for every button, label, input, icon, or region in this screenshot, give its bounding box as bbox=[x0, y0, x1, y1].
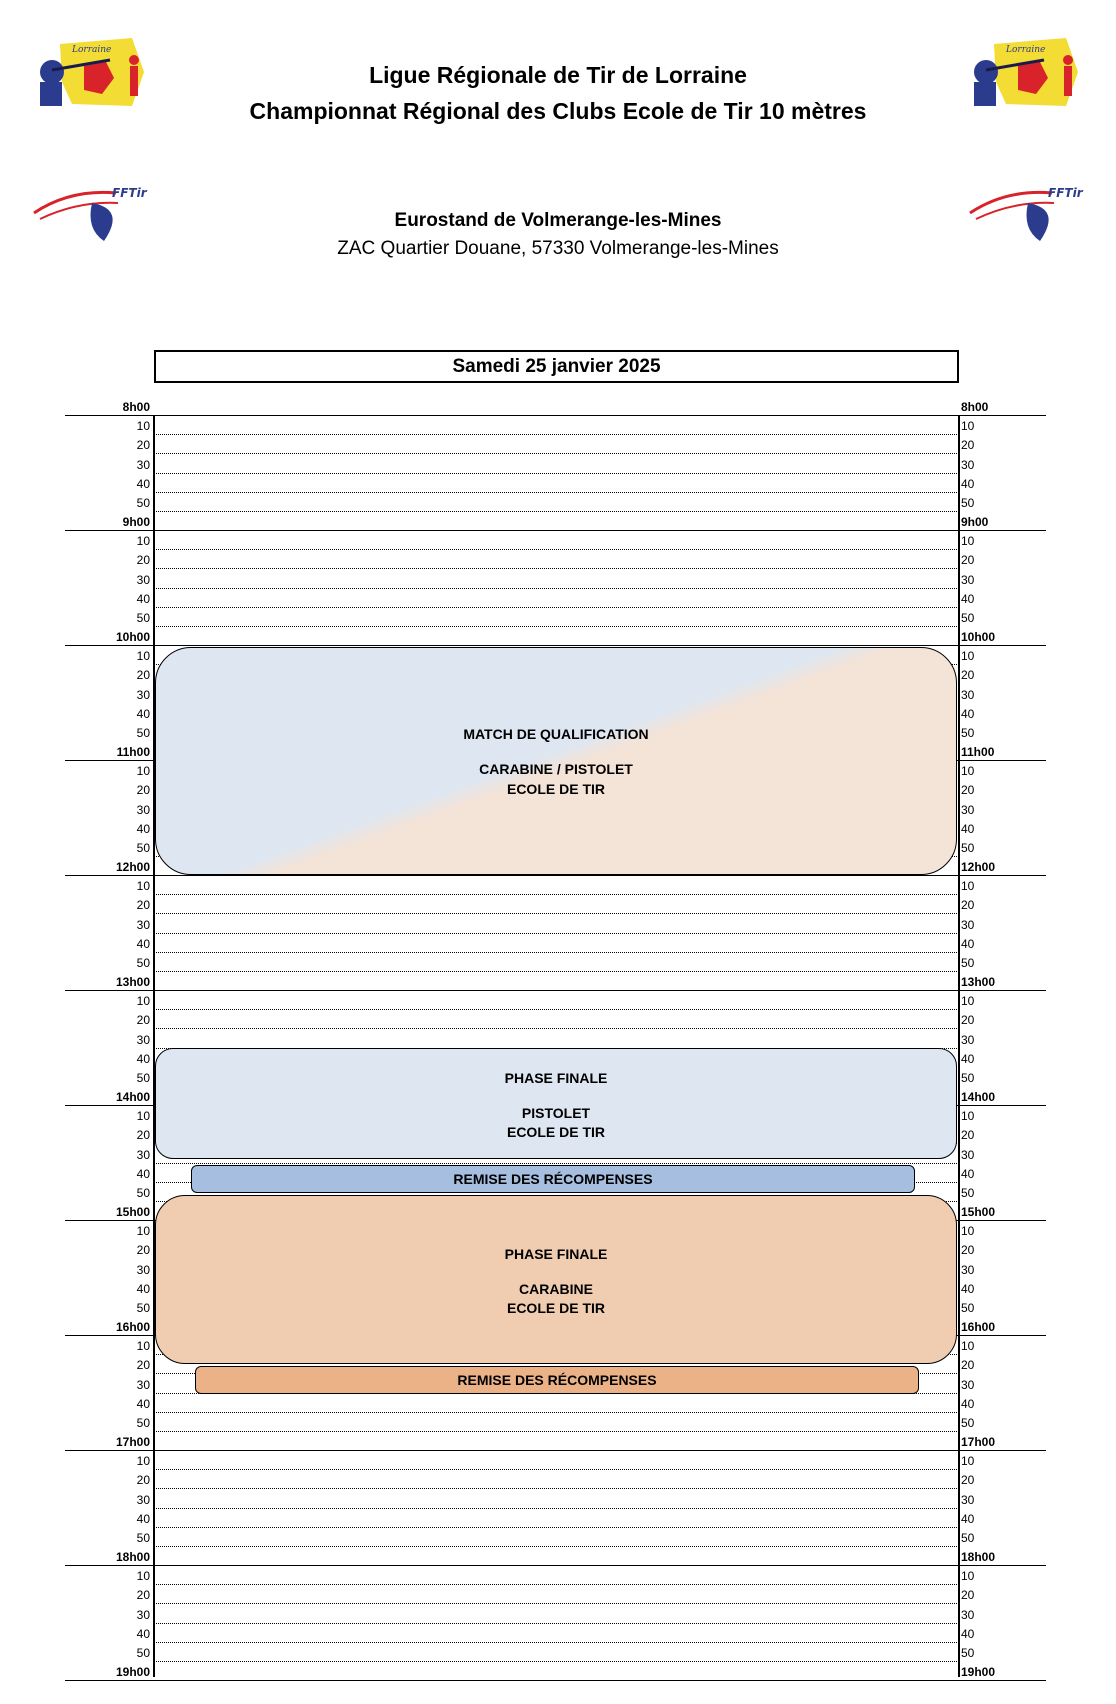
minute-label-right: 20 bbox=[961, 1013, 975, 1028]
minute-label-left: 30 bbox=[136, 1032, 150, 1047]
minute-label-right: 40 bbox=[961, 476, 975, 491]
minute-label-left: 30 bbox=[136, 457, 150, 472]
hour-label-right: 12h00 bbox=[961, 860, 996, 874]
minute-label-left: 20 bbox=[136, 898, 150, 913]
minute-label-right: 50 bbox=[961, 725, 975, 740]
minute-label-right: 50 bbox=[961, 1645, 975, 1660]
minute-label-left: 30 bbox=[136, 1377, 150, 1392]
minute-label-right: 10 bbox=[961, 1224, 975, 1239]
hour-label-right: 9h00 bbox=[961, 515, 989, 529]
event-discipline: CARABINE bbox=[519, 1281, 593, 1297]
minute-line bbox=[154, 1584, 959, 1585]
minute-label-left: 20 bbox=[136, 1013, 150, 1028]
minute-label-left: 40 bbox=[136, 821, 150, 836]
minute-label-left: 50 bbox=[136, 840, 150, 855]
minute-line bbox=[154, 473, 959, 474]
minute-line bbox=[154, 1009, 959, 1010]
minute-label-left: 40 bbox=[136, 1166, 150, 1181]
minute-label-right: 50 bbox=[961, 840, 975, 855]
minute-label-right: 20 bbox=[961, 1473, 975, 1488]
minute-label-right: 40 bbox=[961, 591, 975, 606]
minute-label-right: 20 bbox=[961, 553, 975, 568]
minute-label-right: 30 bbox=[961, 457, 975, 472]
minute-label-left: 50 bbox=[136, 610, 150, 625]
minute-line bbox=[154, 511, 959, 512]
minute-label-left: 40 bbox=[136, 1051, 150, 1066]
hour-line bbox=[65, 530, 1046, 531]
minute-label-left: 10 bbox=[136, 994, 150, 1009]
minute-label-right: 30 bbox=[961, 1032, 975, 1047]
event-category: ECOLE DE TIR bbox=[506, 1124, 605, 1140]
minute-label-right: 50 bbox=[961, 1185, 975, 1200]
event-title: MATCH DE QUALIFICATION bbox=[463, 726, 649, 742]
schedule-day-header: Samedi 25 janvier 2025 bbox=[154, 350, 959, 383]
minute-label-left: 50 bbox=[136, 1300, 150, 1315]
minute-line bbox=[154, 1469, 959, 1470]
minute-label-right: 40 bbox=[961, 706, 975, 721]
minute-label-left: 20 bbox=[136, 1473, 150, 1488]
minute-label-left: 40 bbox=[136, 591, 150, 606]
minute-line bbox=[154, 626, 959, 627]
page-title: Ligue Régionale de Tir de Lorraine bbox=[369, 62, 747, 88]
minute-label-right: 10 bbox=[961, 1109, 975, 1124]
minute-label-left: 50 bbox=[136, 1070, 150, 1085]
minute-label-left: 10 bbox=[136, 649, 150, 664]
minute-label-left: 20 bbox=[136, 553, 150, 568]
minute-label-left: 40 bbox=[136, 1626, 150, 1641]
minute-label-left: 30 bbox=[136, 1607, 150, 1622]
hour-line bbox=[65, 1680, 1046, 1681]
minute-label-left: 40 bbox=[136, 476, 150, 491]
minute-label-left: 10 bbox=[136, 1454, 150, 1469]
hour-label-left: 12h00 bbox=[115, 860, 150, 874]
minute-line bbox=[154, 1508, 959, 1509]
minute-label-right: 40 bbox=[961, 821, 975, 836]
minute-label-right: 40 bbox=[961, 1396, 975, 1411]
minute-label-right: 10 bbox=[961, 1339, 975, 1354]
minute-label-right: 10 bbox=[961, 1569, 975, 1584]
minute-line bbox=[154, 1623, 959, 1624]
minute-line bbox=[154, 1488, 959, 1489]
minute-label-left: 20 bbox=[136, 1588, 150, 1603]
event-awards-carabine: REMISE DES RÉCOMPENSES bbox=[195, 1366, 919, 1394]
minute-line bbox=[154, 492, 959, 493]
minute-label-right: 30 bbox=[961, 687, 975, 702]
minute-line bbox=[154, 1661, 959, 1662]
minute-label-right: 10 bbox=[961, 419, 975, 434]
minute-label-right: 10 bbox=[961, 994, 975, 1009]
minute-label-left: 20 bbox=[136, 668, 150, 683]
hour-label-right: 16h00 bbox=[961, 1320, 996, 1334]
minute-label-right: 30 bbox=[961, 802, 975, 817]
minute-label-left: 10 bbox=[136, 419, 150, 434]
page-subtitle: Championnat Régional des Clubs Ecole de Tir 10 mètres bbox=[249, 98, 867, 124]
hour-label-left: 19h00 bbox=[115, 1665, 150, 1679]
minute-label-left: 20 bbox=[136, 783, 150, 798]
hour-label-right: 17h00 bbox=[961, 1435, 996, 1449]
minute-label-left: 50 bbox=[136, 495, 150, 510]
minute-label-right: 10 bbox=[961, 1454, 975, 1469]
hour-label-right: 8h00 bbox=[961, 400, 989, 414]
minute-label-right: 30 bbox=[961, 1492, 975, 1507]
minute-line bbox=[154, 971, 959, 972]
minute-label-right: 20 bbox=[961, 898, 975, 913]
minute-label-left: 30 bbox=[136, 917, 150, 932]
hour-label-right: 15h00 bbox=[961, 1205, 996, 1219]
minute-label-right: 40 bbox=[961, 936, 975, 951]
minute-label-right: 20 bbox=[961, 1588, 975, 1603]
minute-label-left: 50 bbox=[136, 725, 150, 740]
hour-line bbox=[65, 990, 1046, 991]
hour-label-left: 11h00 bbox=[116, 745, 150, 759]
minute-line bbox=[154, 1163, 959, 1164]
minute-label-left: 40 bbox=[136, 1396, 150, 1411]
hour-label-left: 17h00 bbox=[115, 1435, 150, 1449]
minute-label-left: 40 bbox=[136, 1511, 150, 1526]
minute-label-left: 10 bbox=[136, 534, 150, 549]
minute-line bbox=[154, 1412, 959, 1413]
event-awards-pistolet: REMISE DES RÉCOMPENSES bbox=[191, 1165, 915, 1193]
event-final-carabine bbox=[155, 1195, 957, 1364]
minute-label-right: 50 bbox=[961, 955, 975, 970]
minute-label-left: 20 bbox=[136, 1358, 150, 1373]
hour-label-left: 9h00 bbox=[122, 515, 150, 529]
minute-line bbox=[154, 1028, 959, 1029]
hour-label-right: 14h00 bbox=[961, 1090, 996, 1104]
minute-label-right: 40 bbox=[961, 1281, 975, 1296]
minute-label-right: 10 bbox=[961, 649, 975, 664]
event-final-pistolet bbox=[155, 1048, 957, 1159]
minute-label-left: 30 bbox=[136, 1492, 150, 1507]
federation-logo-text: FFTir bbox=[112, 186, 147, 200]
minute-label-left: 10 bbox=[136, 879, 150, 894]
minute-line bbox=[154, 434, 959, 435]
hour-label-right: 19h00 bbox=[961, 1665, 996, 1679]
minute-label-left: 50 bbox=[136, 955, 150, 970]
minute-label-right: 20 bbox=[961, 783, 975, 798]
hour-line bbox=[65, 875, 1046, 876]
minute-line bbox=[154, 913, 959, 914]
minute-label-left: 20 bbox=[136, 1243, 150, 1258]
minute-label-right: 10 bbox=[961, 764, 975, 779]
minute-label-left: 30 bbox=[136, 572, 150, 587]
minute-line bbox=[154, 588, 959, 589]
minute-label-right: 40 bbox=[961, 1511, 975, 1526]
hour-label-left: 8h00 bbox=[122, 400, 150, 414]
hour-line bbox=[65, 1565, 1046, 1566]
minute-line bbox=[154, 568, 959, 569]
minute-label-right: 20 bbox=[961, 1128, 975, 1143]
minute-label-right: 40 bbox=[961, 1051, 975, 1066]
minute-line bbox=[154, 1527, 959, 1528]
minute-label-right: 10 bbox=[961, 534, 975, 549]
hour-label-right: 11h00 bbox=[961, 745, 995, 759]
venue-name: Eurostand de Volmerange-les-Mines bbox=[394, 210, 722, 231]
minute-label-left: 20 bbox=[136, 438, 150, 453]
minute-label-left: 50 bbox=[136, 1530, 150, 1545]
minute-label-right: 20 bbox=[961, 668, 975, 683]
minute-line bbox=[154, 933, 959, 934]
minute-label-right: 30 bbox=[961, 1262, 975, 1277]
minute-line bbox=[154, 1603, 959, 1604]
minute-label-right: 20 bbox=[961, 438, 975, 453]
hour-line bbox=[65, 645, 1046, 646]
minute-line bbox=[154, 453, 959, 454]
minute-label-left: 40 bbox=[136, 936, 150, 951]
minute-label-right: 40 bbox=[961, 1626, 975, 1641]
minute-label-right: 50 bbox=[961, 1530, 975, 1545]
minute-label-right: 40 bbox=[961, 1166, 975, 1181]
hour-label-right: 18h00 bbox=[961, 1550, 996, 1564]
minute-line bbox=[154, 952, 959, 953]
minute-label-right: 30 bbox=[961, 917, 975, 932]
minute-label-left: 50 bbox=[136, 1645, 150, 1660]
minute-line bbox=[154, 1546, 959, 1547]
hour-label-left: 13h00 bbox=[115, 975, 150, 989]
minute-label-left: 10 bbox=[136, 764, 150, 779]
minute-label-left: 10 bbox=[136, 1569, 150, 1584]
event-category: ECOLE DE TIR bbox=[506, 781, 605, 797]
event-discipline: PISTOLET bbox=[521, 1105, 591, 1121]
minute-label-left: 50 bbox=[136, 1415, 150, 1430]
venue-address: ZAC Quartier Douane, 57330 Volmerange-les-Mines bbox=[337, 238, 779, 259]
minute-line bbox=[154, 1431, 959, 1432]
event-category: ECOLE DE TIR bbox=[506, 1300, 605, 1316]
event-title: PHASE FINALE bbox=[504, 1070, 608, 1086]
minute-label-left: 30 bbox=[136, 1147, 150, 1162]
minute-label-right: 50 bbox=[961, 1415, 975, 1430]
minute-label-left: 30 bbox=[136, 687, 150, 702]
hour-label-left: 14h00 bbox=[115, 1090, 150, 1104]
minute-label-left: 10 bbox=[136, 1339, 150, 1354]
minute-line bbox=[154, 607, 959, 608]
minute-label-right: 20 bbox=[961, 1243, 975, 1258]
hour-label-right: 10h00 bbox=[961, 630, 996, 644]
minute-label-left: 10 bbox=[136, 1224, 150, 1239]
minute-label-right: 50 bbox=[961, 1070, 975, 1085]
minute-label-left: 50 bbox=[136, 1185, 150, 1200]
event-discipline: CARABINE / PISTOLET bbox=[479, 761, 633, 777]
minute-label-right: 50 bbox=[961, 1300, 975, 1315]
hour-line bbox=[65, 415, 1046, 416]
minute-label-left: 30 bbox=[136, 802, 150, 817]
hour-label-left: 15h00 bbox=[115, 1205, 150, 1219]
minute-line bbox=[154, 549, 959, 550]
league-logo-text: Lorraine bbox=[1006, 45, 1046, 55]
hour-line bbox=[65, 1450, 1046, 1451]
league-logo-text: Lorraine bbox=[72, 45, 112, 55]
hour-label-right: 13h00 bbox=[961, 975, 996, 989]
event-qualification-match bbox=[155, 647, 957, 875]
minute-label-right: 50 bbox=[961, 610, 975, 625]
hour-label-left: 10h00 bbox=[115, 630, 150, 644]
hour-label-left: 18h00 bbox=[115, 1550, 150, 1564]
minute-line bbox=[154, 1642, 959, 1643]
minute-label-left: 20 bbox=[136, 1128, 150, 1143]
federation-logo-text: FFTir bbox=[1048, 186, 1083, 200]
minute-label-right: 10 bbox=[961, 879, 975, 894]
minute-label-right: 30 bbox=[961, 1607, 975, 1622]
hour-label-left: 16h00 bbox=[115, 1320, 150, 1334]
minute-line bbox=[154, 894, 959, 895]
minute-label-right: 30 bbox=[961, 572, 975, 587]
minute-label-right: 30 bbox=[961, 1377, 975, 1392]
minute-label-left: 40 bbox=[136, 706, 150, 721]
minute-label-right: 30 bbox=[961, 1147, 975, 1162]
event-title: PHASE FINALE bbox=[504, 1246, 608, 1262]
minute-label-left: 30 bbox=[136, 1262, 150, 1277]
minute-label-right: 20 bbox=[961, 1358, 975, 1373]
minute-label-right: 50 bbox=[961, 495, 975, 510]
minute-label-left: 40 bbox=[136, 1281, 150, 1296]
minute-label-left: 10 bbox=[136, 1109, 150, 1124]
